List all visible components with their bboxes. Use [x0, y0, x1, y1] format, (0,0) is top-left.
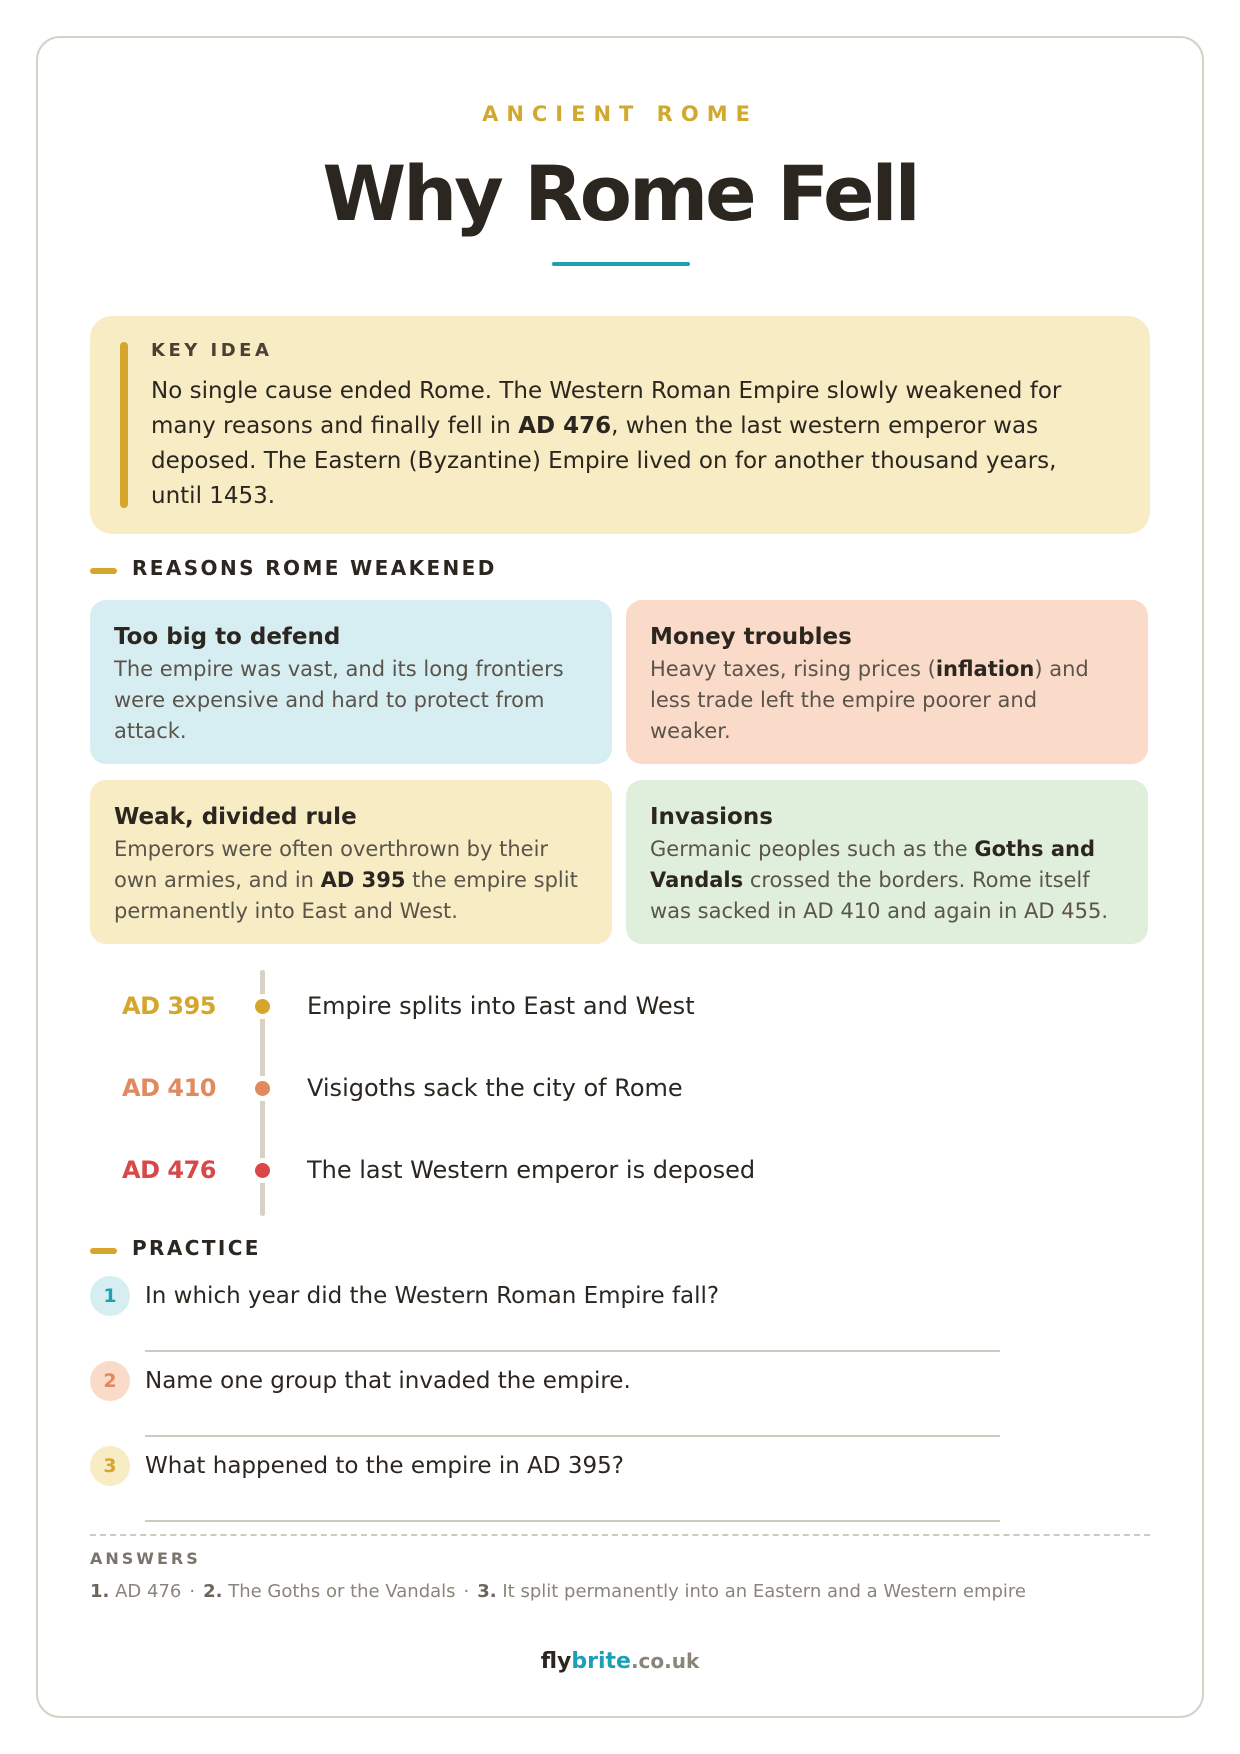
reason-card-too-big: [90, 600, 612, 764]
timeline-entry: [0, 986, 1240, 1026]
key-idea-accent-bar: [120, 342, 128, 508]
reason-card-text: Emperors were often overthrown by their own armies, and in AD 395 the empire split permanently into East and West.: [114, 837, 578, 923]
timeline-dot: [255, 999, 270, 1014]
answers-list: 1. AD 476 · 2. The Goths or the Vandals · 3. It split permanently into an Eastern and a Western empire: [90, 1581, 1027, 1602]
heading-dash: [90, 568, 117, 574]
reasons-heading-label: REASONS ROME WEAKENED: [132, 556, 497, 580]
key-idea-label: KEY IDEA: [151, 340, 273, 361]
question-number-badge: 3: [90, 1446, 130, 1486]
practice-question: [90, 1276, 1010, 1360]
answers-label: ANSWERS: [90, 1549, 201, 1568]
timeline-dot: [255, 1163, 270, 1178]
practice-question: [90, 1446, 1010, 1530]
timeline-event: Visigoths sack the city of Rome: [307, 1074, 683, 1102]
practice-heading-label: PRACTICE: [132, 1236, 261, 1260]
timeline-year: AD 410: [122, 1074, 216, 1102]
reason-card-weak-rule: [90, 780, 612, 944]
question-text: Name one group that invaded the empire.: [145, 1368, 631, 1394]
reason-card-title: Weak, divided rule: [114, 804, 357, 830]
answer-line[interactable]: [145, 1520, 1000, 1522]
subject-kicker: ANCIENT ROME: [482, 102, 758, 126]
practice-question: [90, 1361, 1010, 1445]
question-text: In which year did the Western Roman Empire fall?: [145, 1283, 720, 1309]
page-title: Why Rome Fell: [322, 149, 918, 238]
reason-card-text: The empire was vast, and its long frontiers were expensive and hard to protect from attack.: [114, 657, 564, 743]
reason-card-text: Heavy taxes, rising prices (inflation) and less trade left the empire poorer and weaker.: [650, 657, 1089, 743]
answer-item: The Goths or the Vandals: [228, 1581, 456, 1602]
heading-dash: [90, 1248, 117, 1254]
timeline-year: AD 476: [122, 1156, 216, 1184]
timeline-dot: [255, 1081, 270, 1096]
answer-line[interactable]: [145, 1350, 1000, 1352]
reason-card-title: Too big to defend: [114, 624, 341, 650]
timeline-event: The last Western emperor is deposed: [307, 1156, 756, 1184]
question-number-badge: 2: [90, 1361, 130, 1401]
brand-logo[interactable]: flybrite.co.uk: [540, 1649, 700, 1674]
key-idea-text: No single cause ended Rome. The Western Roman Empire slowly weakened for many reasons and finally fell in AD 476, when the last western emperor was deposed. The Eastern (Byzantine) Empire lived on for another thousand years, until 1453.: [151, 378, 1062, 509]
timeline-entry: [0, 1068, 1240, 1108]
answers-divider: [90, 1534, 1150, 1536]
timeline-year: AD 395: [122, 992, 216, 1020]
question-number-badge: 1: [90, 1276, 130, 1316]
answer-line[interactable]: [145, 1435, 1000, 1437]
timeline-entry: [0, 1150, 1240, 1190]
title-underline: [552, 262, 690, 266]
answer-item: It split permanently into an Eastern and a Western empire: [502, 1581, 1027, 1602]
key-idea-box: [90, 316, 1150, 534]
key-idea-date: AD 476: [518, 413, 612, 439]
question-text: What happened to the empire in AD 395?: [145, 1453, 624, 1479]
reason-card-title: Money troubles: [650, 624, 852, 650]
reason-card-invasions: [626, 780, 1148, 944]
reason-card-text: Germanic peoples such as the Goths and Vandals crossed the borders. Rome itself was sacked in AD 410 and again in AD 455.: [650, 837, 1109, 923]
timeline-event: Empire splits into East and West: [307, 992, 695, 1020]
reason-card-title: Invasions: [650, 804, 773, 830]
reason-card-money: [626, 600, 1148, 764]
answer-item: AD 476: [115, 1581, 182, 1602]
